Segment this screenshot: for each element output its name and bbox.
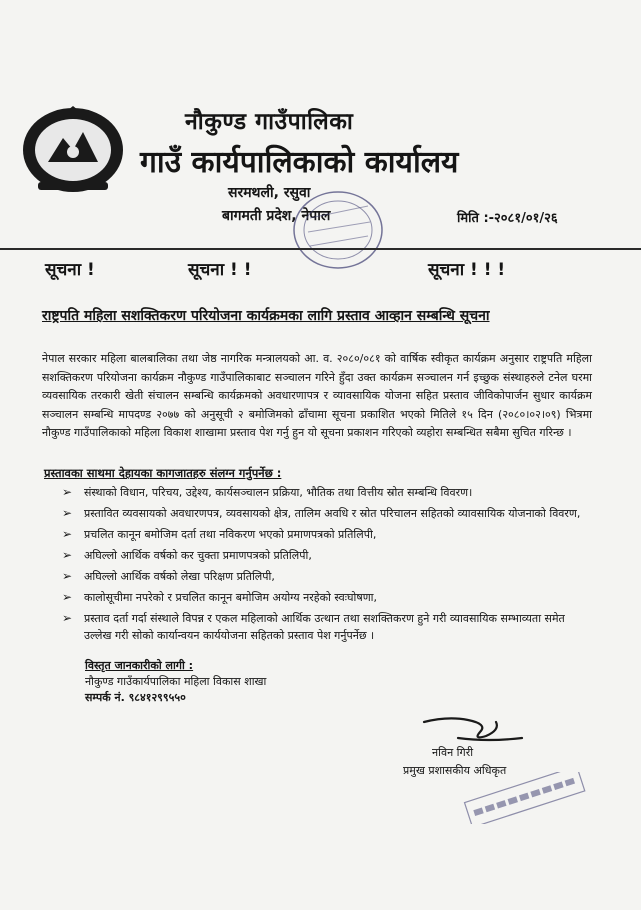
list-item [62, 568, 582, 585]
list-item [62, 526, 582, 543]
list-item-text: कालोसूचीमा नपरेको र प्रचलित कानून बमोजिम अयोग्य नरहेको स्वःघोषणा, [84, 591, 378, 604]
notice-label-3: सूचना ! ! ! [428, 260, 506, 280]
contact-branch: नौकुण्ड गाउँकार्यपालिका महिला विकास शाखा [85, 675, 267, 688]
officer-stamp [458, 772, 590, 824]
arrow-bullet-icon: ➢ [62, 569, 73, 583]
contact-block [85, 658, 266, 706]
list-item [62, 505, 582, 522]
arrow-bullet-icon: ➢ [62, 527, 73, 541]
notice-label-1: सूचना ! [45, 260, 95, 280]
office-province: बागमती प्रदेश, नेपाल [222, 208, 331, 224]
header-divider [0, 248, 641, 250]
round-office-stamp [290, 188, 386, 272]
notice-subject: राष्ट्रपति महिला सशक्तिकरण परियोजना कार्यक्रमका लागि प्रस्ताव आव्हान सम्बन्धि सूचना [42, 308, 490, 324]
list-item [62, 589, 582, 606]
nepal-emblem-icon [18, 100, 128, 196]
signatory-name: नविन गिरी [432, 746, 474, 759]
list-item [62, 547, 582, 564]
list-item-text: प्रस्तावित व्यवसायको अवधारणपत्र, व्यवसायको क्षेत्र, तालिम अवधि र स्रोत परिचालन सहितको व्यावसायिक योजनाको विवरण, [84, 507, 581, 520]
list-item-text: संस्थाको विधान, परिचय, उद्देश्य, कार्यसञ्चालन प्रक्रिया, भौतिक तथा वित्तीय स्रोत सम्बन्धि विवरण। [84, 486, 473, 499]
documents-list [62, 484, 582, 648]
documents-list-heading: प्रस्तावका साथमा देहायका कागजातहरु संलग्न गर्नुपर्नेछ : [44, 466, 282, 480]
arrow-bullet-icon: ➢ [62, 590, 73, 604]
notice-label-2: सूचना ! ! [188, 260, 252, 280]
office-name: गाउँ कार्यपालिकाको कार्यालय [140, 145, 459, 180]
signatory-title: प्रमुख प्रशासकीय अधिकृत [403, 764, 507, 777]
contact-heading: विस्तृत जानकारीको लागी : [85, 659, 194, 672]
list-item-text: प्रस्ताव दर्ता गर्दा संस्थाले विपन्न र एकल महिलाको आर्थिक उत्थान तथा सशक्तिकरण हुने गरी व्यावसायिक सम्भाव्यता समेत उल्लेख गरी सोको कार्यान्वयन कार्ययोजना सहितको प्रस्ताव पेश गर्नुपर्नेछ । [84, 612, 565, 642]
list-item-text: अघिल्लो आर्थिक वर्षको कर चुक्ता प्रमाणपत्रको प्रतिलिपी, [84, 549, 312, 562]
list-item-text: अघिल्लो आर्थिक वर्षको लेखा परिक्षण प्रतिलिपी, [84, 570, 275, 583]
municipality-name: नौकुण्ड गाउँपालिका [185, 109, 354, 135]
arrow-bullet-icon: ➢ [62, 485, 73, 499]
document-date: मिति :-२०८१/०१/२६ [457, 211, 558, 226]
office-place: सरमथली, रसुवा [228, 185, 311, 201]
signature-mark [418, 712, 528, 748]
list-item-text: प्रचलित कानून बमोजिम दर्ता तथा नविकरण भएको प्रमाणपत्रको प्रतिलिपी, [84, 528, 377, 541]
list-item [62, 610, 582, 644]
notice-body: नेपाल सरकार महिला बालबालिका तथा जेष्ठ नागरिक मन्त्रालयको आ. व. २०८०/०८१ को वार्षिक स्वीकृत कार्यक्रम अनुसार राष्ट्रपति महिला सशक्तिकरण परियोजना कार्यक्रम नौकुण्ड गाउँपालिकाबाट सञ्चालन गरिने हुँदा उक्त कार्यक्रम सञ्चालन गर्न इच्छुक संस्थाहरुले टनेल घरमा व्यवसायिक तरकारी खेती संचालन सम्बन्धि कार्यक्रमको अवधारणापत्र र व्यावसायिक योजना सहित प्रस्ताव जीविकोपार्जन सुधार कार्यक्रम सञ्चालन सम्बन्धि मापदण्ड २०७७ को अनुसूची २ बमोजिमको ढाँचामा सूचना प्रकाशित भएको मितिले १५ दिन (२०८०।०२।०९) भित्रमा नौकुण्ड गाउँपालिकाको महिला विकाश शाखामा प्रस्ताव पेश गर्नु हुन यो सूचना प्रकाशन गरिएको व्यहोरा सम्बन्धित सबैमा सुचित गरिन्छ । [42, 352, 592, 439]
contact-phone: सम्पर्क नं. ९८४१२९९५५० [85, 691, 186, 704]
list-item [62, 484, 582, 501]
arrow-bullet-icon: ➢ [62, 611, 73, 625]
arrow-bullet-icon: ➢ [62, 548, 73, 562]
arrow-bullet-icon: ➢ [62, 506, 73, 520]
